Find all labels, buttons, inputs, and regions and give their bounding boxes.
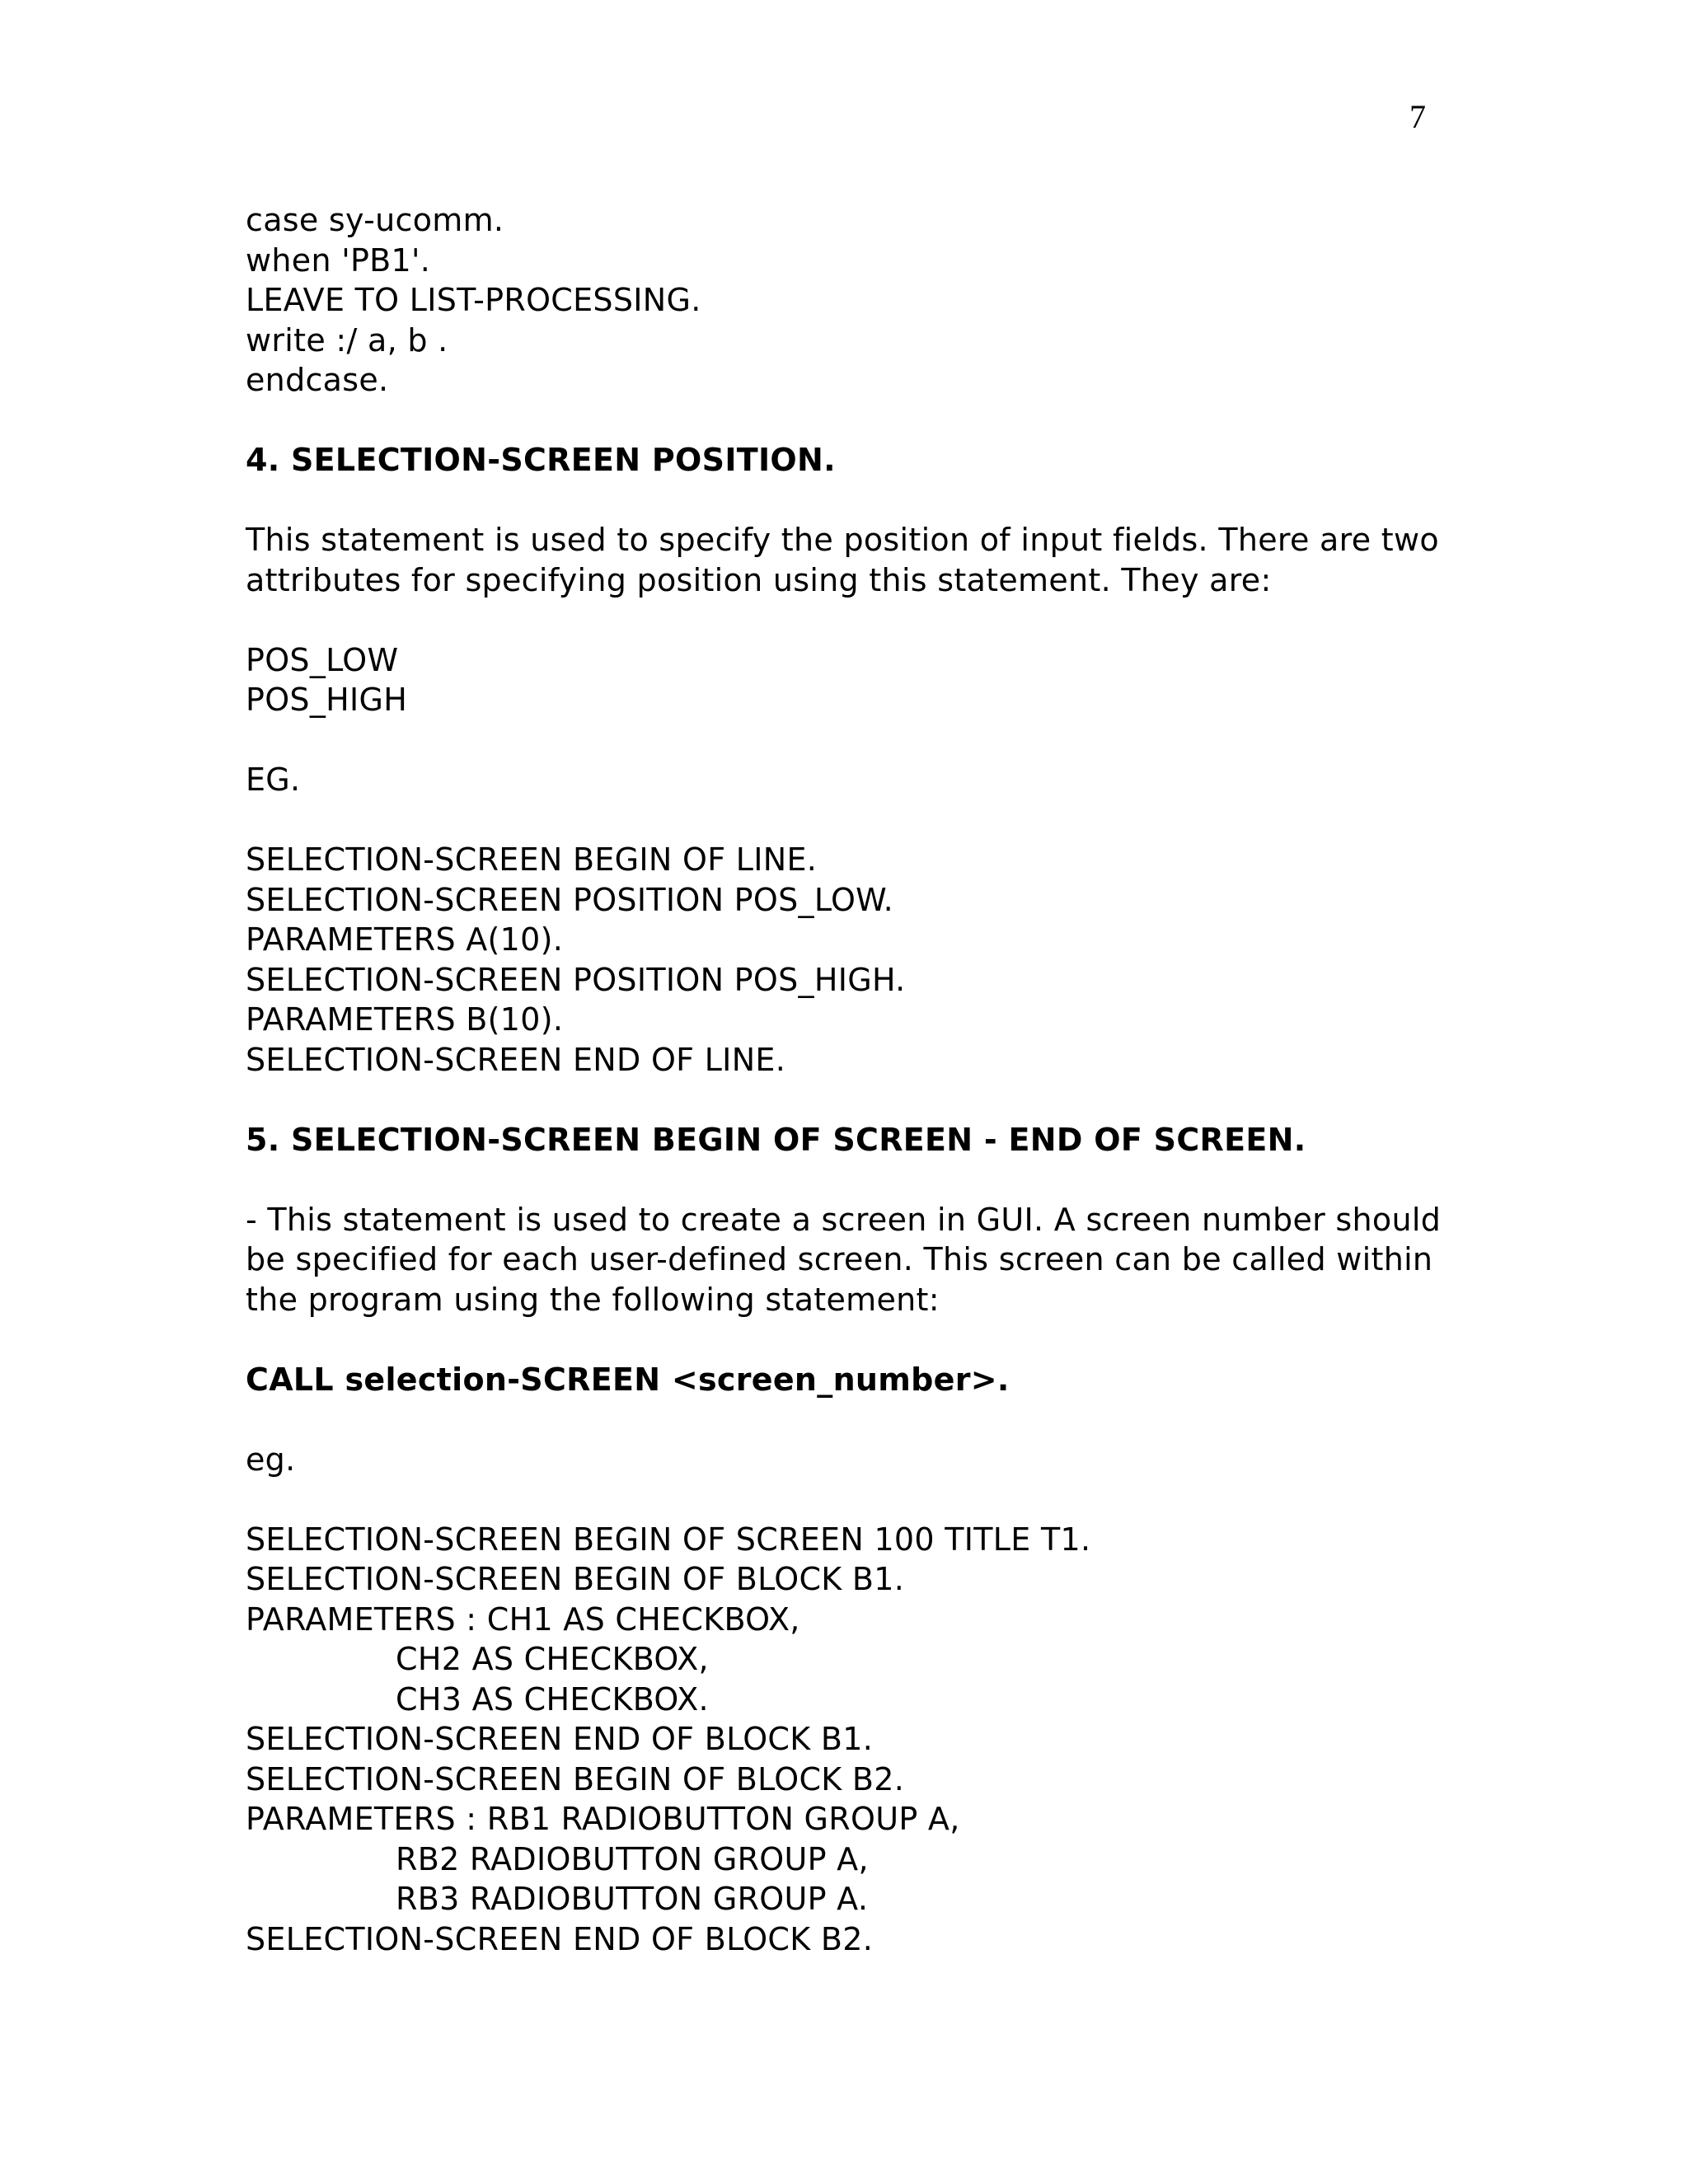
spacer xyxy=(246,600,1531,640)
spacer xyxy=(246,1479,1531,1520)
spacer xyxy=(246,1080,1531,1120)
code-line: SELECTION-SCREEN END OF LINE. xyxy=(246,1041,786,1078)
section-4-paragraph xyxy=(246,520,1531,600)
spacer xyxy=(246,1160,1531,1200)
code-line: write :/ a, b . xyxy=(246,321,448,359)
attribute-pos-high: POS_HIGH xyxy=(246,682,408,718)
page-number: 7 xyxy=(1409,98,1426,135)
example-label: eg. xyxy=(246,1441,296,1478)
code-line-indented: CH3 AS CHECKBOX. xyxy=(396,1680,709,1718)
spacer xyxy=(246,401,1531,441)
call-statement: CALL selection-SCREEN <screen_number>. xyxy=(246,1361,1010,1398)
code-line: SELECTION-SCREEN BEGIN OF SCREEN 100 TITLE T1. xyxy=(246,1521,1091,1558)
section-5-heading: 5. SELECTION-SCREEN BEGIN OF SCREEN - END OF SCREEN. xyxy=(246,1121,1306,1158)
spacer xyxy=(246,1399,1531,1440)
code-line: SELECTION-SCREEN END OF BLOCK B1. xyxy=(246,1721,874,1757)
code-line-indented: RB3 RADIOBUTTON GROUP A. xyxy=(396,1881,869,1917)
code-line-indented: CH2 AS CHECKBOX, xyxy=(396,1641,709,1677)
attribute-pos-low: POS_LOW xyxy=(246,641,399,678)
code-line: SELECTION-SCREEN BEGIN OF LINE. xyxy=(246,841,818,878)
code-line: SELECTION-SCREEN POSITION POS_LOW. xyxy=(246,881,894,918)
paragraph-line: attributes for specifying position using this statement. They are: xyxy=(246,561,1272,598)
paragraph-line: the program using the following statement: xyxy=(246,1281,940,1318)
code-line: LEAVE TO LIST-PROCESSING. xyxy=(246,282,701,318)
section-4-heading: 4. SELECTION-SCREEN POSITION. xyxy=(246,442,836,478)
spacer xyxy=(246,480,1531,521)
code-block-position xyxy=(246,840,1531,1080)
code-line: SELECTION-SCREEN BEGIN OF BLOCK B2. xyxy=(246,1760,905,1797)
code-line: PARAMETERS : CH1 AS CHECKBOX, xyxy=(246,1601,800,1638)
code-line-indented: RB2 RADIOBUTTON GROUP A, xyxy=(396,1840,869,1877)
code-line: SELECTION-SCREEN POSITION POS_HIGH. xyxy=(246,961,906,998)
code-line: endcase. xyxy=(246,362,389,398)
section-5-paragraph xyxy=(246,1200,1531,1320)
code-line: PARAMETERS A(10). xyxy=(246,921,564,958)
spacer xyxy=(246,1319,1531,1360)
example-label: EG. xyxy=(246,762,301,798)
code-block-case xyxy=(246,200,1531,401)
paragraph-line: be specified for each user-defined screen. This screen can be called within xyxy=(246,1241,1433,1277)
code-block-screen xyxy=(246,1520,1531,1960)
code-line: PARAMETERS : RB1 RADIOBUTTON GROUP A, xyxy=(246,1801,960,1837)
spacer xyxy=(246,800,1531,841)
position-attributes-list xyxy=(246,640,1531,720)
code-line: case sy-ucomm. xyxy=(246,202,504,238)
spacer xyxy=(246,720,1531,761)
code-line: SELECTION-SCREEN END OF BLOCK B2. xyxy=(246,1920,874,1957)
document-body xyxy=(246,200,1531,1959)
paragraph-line: - This statement is used to create a screen in GUI. A screen number should xyxy=(246,1201,1442,1238)
paragraph-line: This statement is used to specify the position of input fields. There are two xyxy=(246,522,1439,558)
code-line: when 'PB1'. xyxy=(246,241,431,279)
code-line: PARAMETERS B(10). xyxy=(246,1001,564,1038)
code-line: SELECTION-SCREEN BEGIN OF BLOCK B1. xyxy=(246,1561,905,1597)
